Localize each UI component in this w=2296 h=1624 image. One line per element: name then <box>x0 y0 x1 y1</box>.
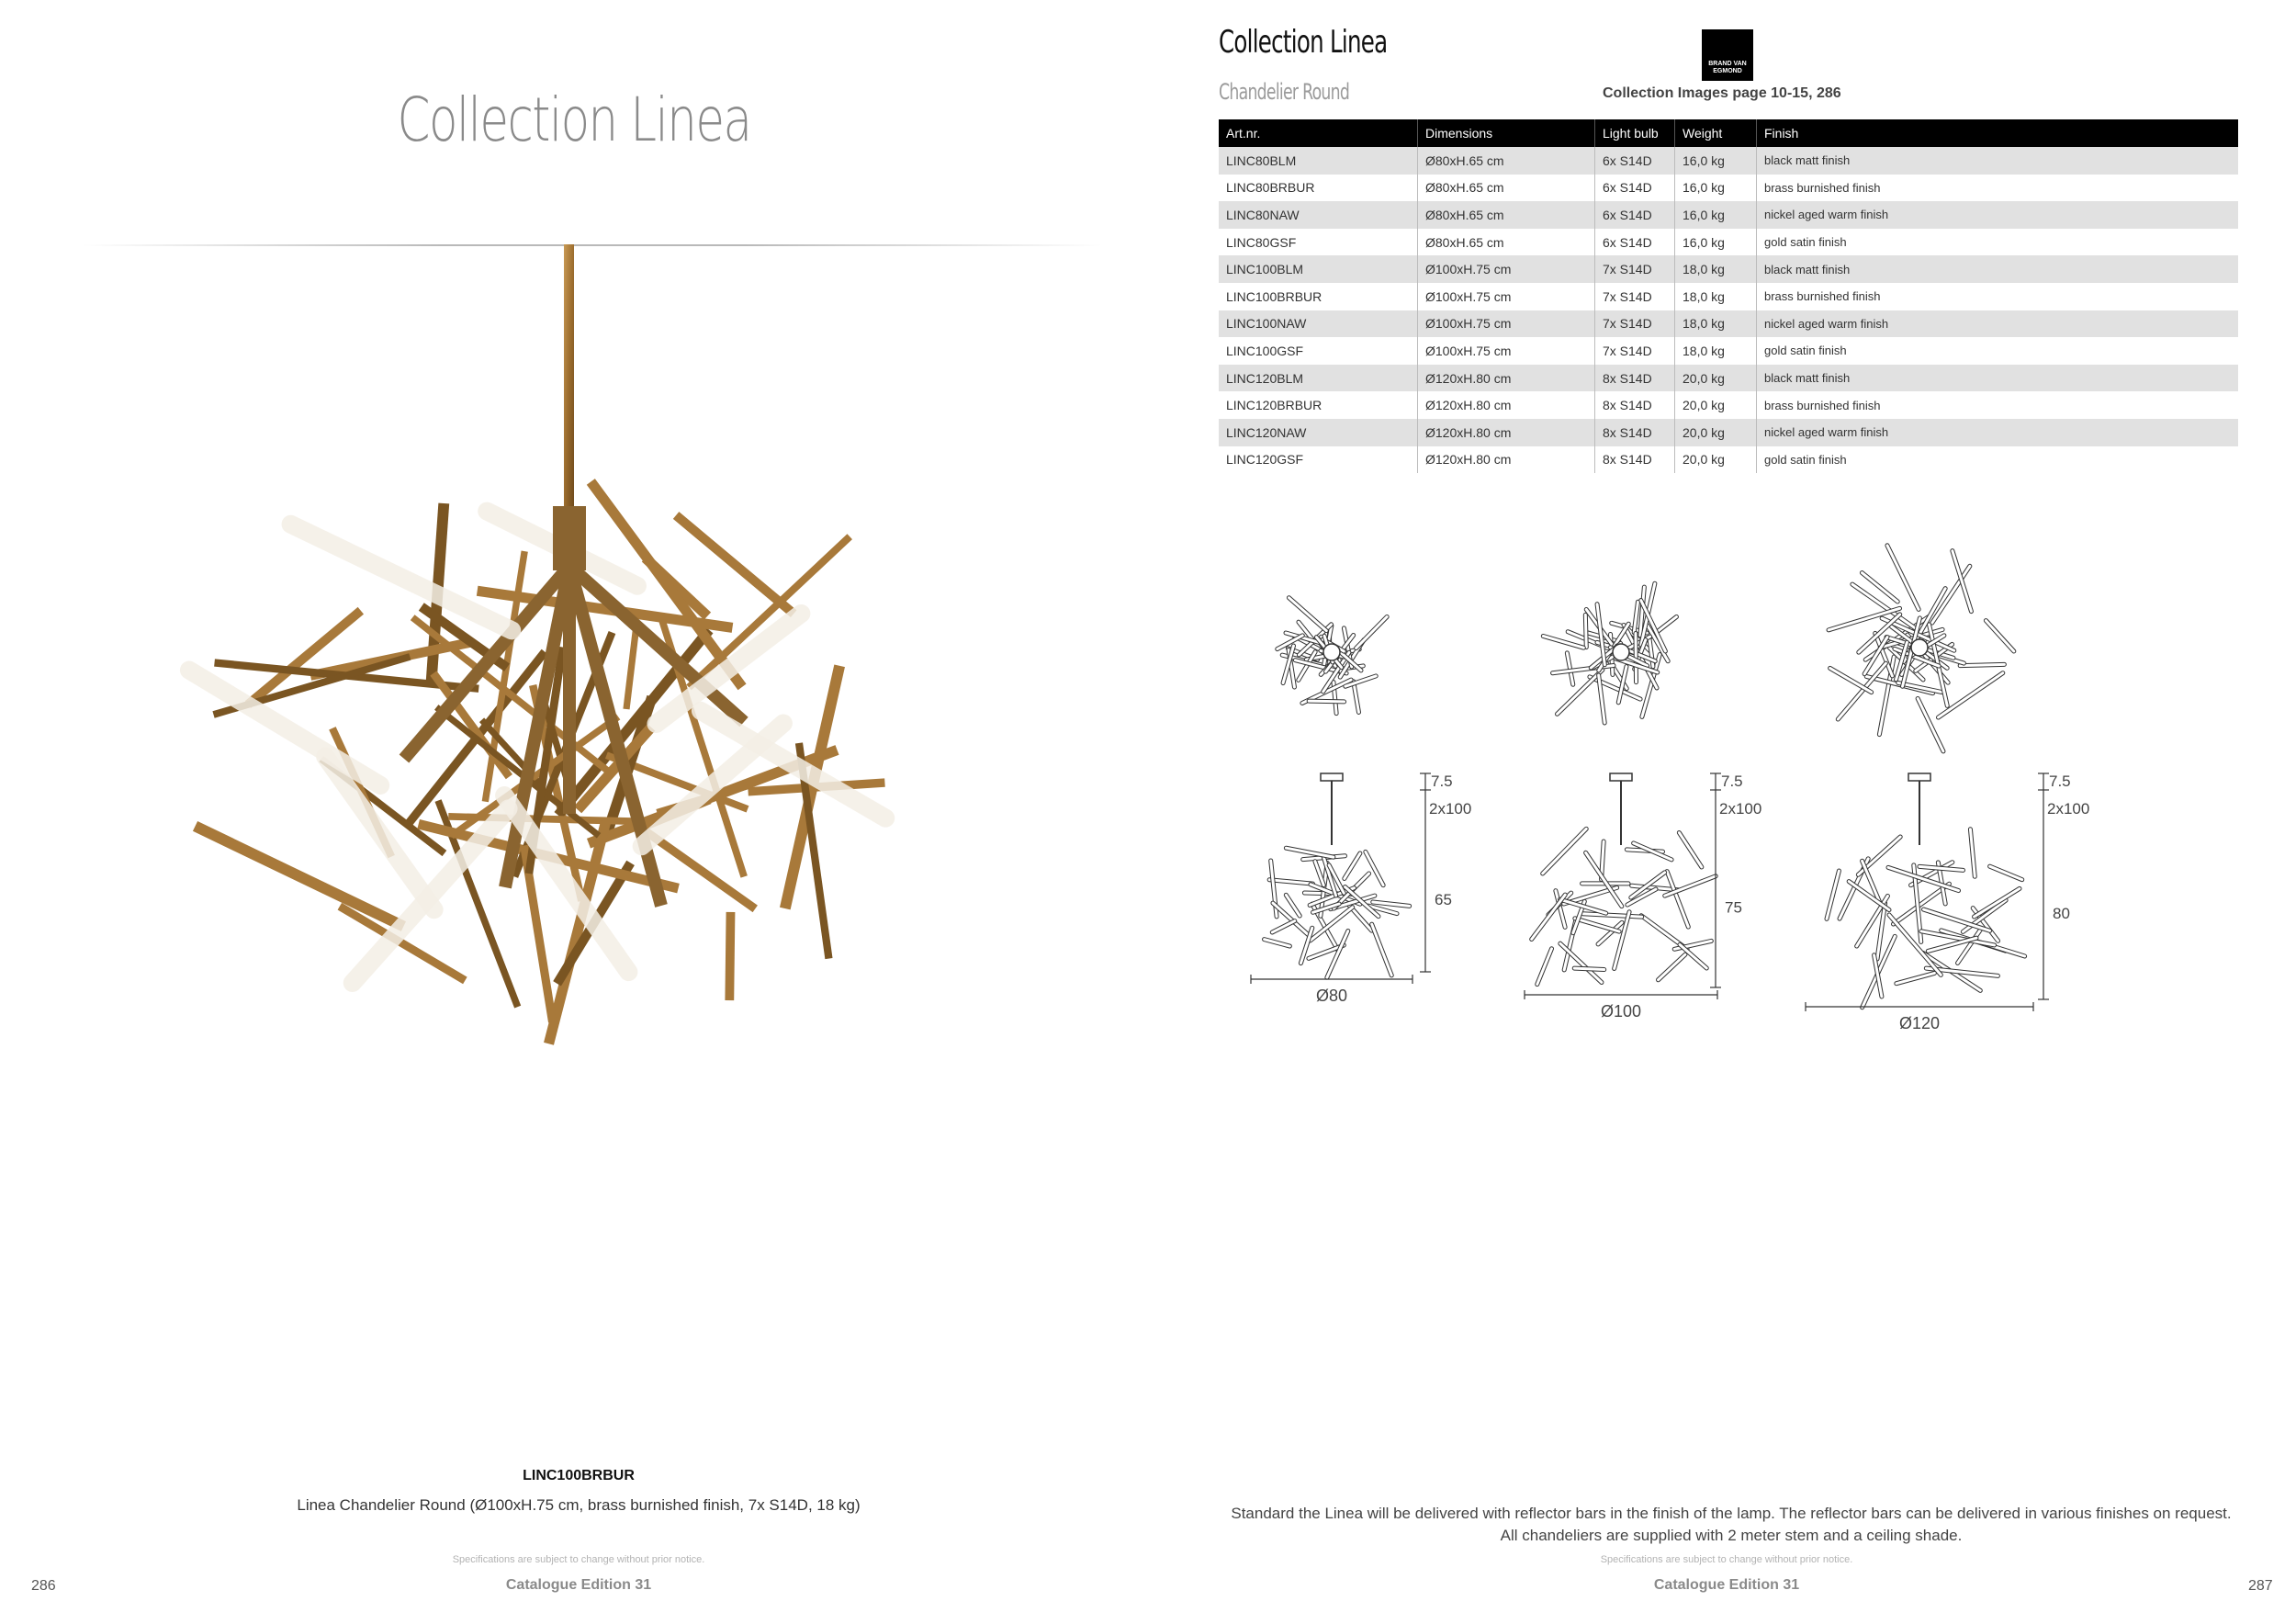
specifications-notice: Specifications are subject to change without prior notice. <box>452 1554 705 1565</box>
page-number: 286 <box>31 1578 56 1594</box>
drawing-bar <box>1575 919 1619 931</box>
drawing-bar <box>1286 848 1334 857</box>
size-drawing <box>1806 546 2089 1029</box>
table-cell: 16,0 kg <box>1675 175 1757 202</box>
table-cell: 6x S14D <box>1595 201 1675 229</box>
drawing-bar <box>1918 698 1943 750</box>
table-cell: gold satin finish <box>1757 446 2239 474</box>
table-cell: Ø80xH.65 cm <box>1418 229 1595 256</box>
caption-article-code: LINC100BRBUR <box>523 1468 635 1483</box>
delivery-note-line: All chandeliers are supplied with 2 meter stem and a ceiling shade. <box>1500 1527 1963 1544</box>
table-cell: black matt finish <box>1757 147 2239 175</box>
drawing-bar <box>1986 621 2013 651</box>
right-page-title: Collection Linea <box>1219 24 1388 61</box>
drawing-bar <box>1366 851 1383 885</box>
drawing-bar <box>1838 663 1885 719</box>
table-cell: 20,0 kg <box>1675 419 1757 446</box>
table-cell: brass burnished finish <box>1757 391 2239 419</box>
table-cell: 16,0 kg <box>1675 201 1757 229</box>
drawing-bar <box>1289 598 1327 631</box>
drawing-bar <box>1960 664 2004 665</box>
drawing-bar <box>1585 615 1586 647</box>
table-cell: 8x S14D <box>1595 419 1675 446</box>
table-cell: gold satin finish <box>1757 229 2239 256</box>
glass-tube <box>642 723 783 846</box>
table-cell: 8x S14D <box>1595 391 1675 419</box>
size-drawing <box>1251 598 1471 1005</box>
table-cell: 16,0 kg <box>1675 147 1757 175</box>
table-row <box>1219 365 2238 392</box>
specifications-notice: Specifications are subject to change without prior notice. <box>1600 1554 1853 1565</box>
table-row <box>1219 446 2238 474</box>
page-number: 287 <box>2248 1578 2273 1594</box>
table-cell: LINC100BRBUR <box>1226 288 1322 304</box>
table-cell: 16,0 kg <box>1675 229 1757 256</box>
column-header: Light bulb <box>1595 119 1675 147</box>
table-cell: Ø100xH.75 cm <box>1418 310 1595 338</box>
caption-description: Linea Chandelier Round (Ø100xH.75 cm, brass burnished finish, 7x S14D, 18 kg) <box>297 1496 861 1514</box>
table-cell: 18,0 kg <box>1675 337 1757 365</box>
table-cell: nickel aged warm finish <box>1757 419 2239 446</box>
dimension-label-top: 7.5 <box>1431 773 1453 790</box>
table-cell: LINC100BLM <box>1219 255 1418 283</box>
table-cell: 7x S14D <box>1595 337 1675 365</box>
table-row <box>1219 310 2238 338</box>
drawing-bar <box>1896 973 1935 983</box>
dimension-label-top: 7.5 <box>2049 773 2071 790</box>
table-row <box>1219 175 2238 202</box>
drawing-bar <box>1990 866 2022 879</box>
drawing-bar <box>1356 616 1388 648</box>
chandelier-photo <box>110 244 1029 1163</box>
drawing-canopy <box>1321 773 1343 781</box>
table-cell: 6x S14D <box>1595 147 1675 175</box>
table-row <box>1219 283 2238 310</box>
drawing-hub <box>1613 644 1629 660</box>
table-cell: brass burnished finish <box>1757 283 2239 310</box>
column-header: Weight <box>1675 119 1757 147</box>
table-row <box>1219 391 2238 419</box>
table-cell: LINC120BLM <box>1219 365 1418 392</box>
glass-tube <box>189 671 380 785</box>
drawing-bar <box>1372 924 1392 976</box>
column-header: Art.nr. <box>1219 119 1418 147</box>
table-cell: 18,0 kg <box>1675 283 1757 310</box>
table-cell: 7x S14D <box>1595 255 1675 283</box>
drawing-bar <box>1827 871 1839 919</box>
table-cell: 7x S14D <box>1595 283 1675 310</box>
table-cell: 6x S14D <box>1595 175 1675 202</box>
table-cell: 6x S14D <box>1595 229 1675 256</box>
table-cell: LINC100GSF <box>1226 343 1304 358</box>
dimension-label-stem: 2x100 <box>2047 800 2090 818</box>
table-cell: Ø120xH.80 cm <box>1418 391 1595 419</box>
table-cell: LINC120GSF <box>1226 452 1304 468</box>
table-row <box>1219 255 2238 283</box>
drawing-bar <box>1975 888 2020 917</box>
table-cell: gold satin finish <box>1757 337 2239 365</box>
table-cell: 20,0 kg <box>1675 365 1757 392</box>
table-cell: Ø80xH.65 cm <box>1418 147 1595 175</box>
drawing-bar <box>1272 921 1294 932</box>
table-cell: Ø80xH.65 cm <box>1418 201 1595 229</box>
table-cell: 18,0 kg <box>1675 310 1757 338</box>
table-cell: 20,0 kg <box>1675 446 1757 474</box>
table-cell: Ø120xH.80 cm <box>1418 365 1595 392</box>
table-cell: black matt finish <box>1757 365 2239 392</box>
table-header-row <box>1219 119 2238 147</box>
collection-images-reference: Collection Images page 10-15, 286 <box>1603 85 1841 101</box>
table-cell: 7x S14D <box>1595 310 1675 338</box>
technical-drawings <box>1212 514 2131 1029</box>
dimension-label-stem: 2x100 <box>1429 800 1472 818</box>
dimension-label-stem: 2x100 <box>1719 800 1762 818</box>
table-row <box>1219 201 2238 229</box>
table-cell: Ø100xH.75 cm <box>1418 255 1595 283</box>
chandelier-hub <box>553 506 586 570</box>
table-row <box>1219 419 2238 446</box>
drawing-hub <box>1911 639 1928 656</box>
table-cell: Ø100xH.75 cm <box>1418 337 1595 365</box>
table-row <box>1219 337 2238 365</box>
catalogue-edition: Catalogue Edition 31 <box>505 1577 652 1593</box>
drawing-bar <box>1889 915 1941 975</box>
drawing-bar <box>1543 829 1587 874</box>
drawing-bar <box>1919 866 1964 870</box>
drawing-bar <box>1659 954 1685 980</box>
brass-bar <box>196 826 404 926</box>
column-header: Dimensions <box>1418 119 1595 147</box>
dimension-label-diameter: Ø80 <box>1315 987 1348 1005</box>
table-cell: Ø120xH.80 cm <box>1418 419 1595 446</box>
drawing-bar <box>1309 701 1344 702</box>
drawing-bar <box>1537 949 1552 985</box>
column-header: Finish <box>1757 119 2239 147</box>
table-cell: nickel aged warm finish <box>1757 310 2239 338</box>
drawing-hub <box>1323 644 1340 660</box>
table-cell: Ø120xH.80 cm <box>1418 446 1595 474</box>
brand-logo-line: EGMOND <box>1713 68 1742 74</box>
delivery-note-line: Standard the Linea will be delivered with reflector bars in the finish of the lamp. The reflector bars can be delivered in various finishes on request. <box>1231 1505 2232 1522</box>
drawing-bar <box>1574 968 1604 969</box>
delivery-note <box>1221 1503 2241 1547</box>
table-cell: LINC120BRBUR <box>1226 398 1322 413</box>
glass-tube <box>291 524 512 631</box>
table-cell: 8x S14D <box>1595 446 1675 474</box>
table-cell: 20,0 kg <box>1675 391 1757 419</box>
dimension-label-top: 7.5 <box>1721 773 1743 790</box>
table-cell: LINC80BLM <box>1219 147 1418 175</box>
table-row <box>1219 229 2238 256</box>
brand-logo <box>1702 29 1753 81</box>
drawing-canopy <box>1908 773 1930 781</box>
drawing-bar <box>1315 862 1323 885</box>
dimension-label-height: 80 <box>2053 905 2070 922</box>
drawing-bar <box>1953 551 1972 612</box>
brand-logo-line: BRAND VAN <box>1708 61 1747 67</box>
table-cell: LINC80GSF <box>1226 234 1297 250</box>
table-row <box>1219 147 2238 175</box>
brass-bar <box>729 912 730 1000</box>
drawing-bar <box>1265 940 1290 946</box>
brass-bar <box>626 627 636 709</box>
chandelier-stem <box>564 244 574 511</box>
right-page-subtitle: Chandelier Round <box>1219 79 1350 105</box>
table-cell: Ø100xH.75 cm <box>1418 283 1595 310</box>
left-page-title: Collection Linea <box>397 85 751 155</box>
dimension-label-diameter: Ø120 <box>1898 1014 1941 1029</box>
table-cell: LINC120NAW <box>1219 419 1418 446</box>
table-cell: 18,0 kg <box>1675 255 1757 283</box>
table-cell: LINC100NAW <box>1219 310 1418 338</box>
size-drawing <box>1525 583 1761 1021</box>
table-cell: LINC80BRBUR <box>1226 180 1315 196</box>
drawing-bar <box>1558 670 1603 714</box>
drawing-bar <box>1667 872 1688 927</box>
drawing-bar <box>1286 895 1300 916</box>
catalogue-edition: Catalogue Edition 31 <box>1653 1577 1800 1593</box>
table-cell: LINC80NAW <box>1219 201 1418 229</box>
drawing-canopy <box>1610 773 1632 781</box>
specification-table <box>1219 119 2238 473</box>
dimension-label-height: 65 <box>1435 891 1452 908</box>
dimension-label-height: 75 <box>1725 898 1742 917</box>
drawing-bar <box>1849 882 1889 910</box>
table-cell: black matt finish <box>1757 255 2239 283</box>
table-cell: brass burnished finish <box>1757 175 2239 202</box>
drawing-bar <box>1679 833 1701 867</box>
table-cell: 8x S14D <box>1595 365 1675 392</box>
table-cell: nickel aged warm finish <box>1757 201 2239 229</box>
table-cell: Ø80xH.65 cm <box>1418 175 1595 202</box>
dimension-label-diameter: Ø100 <box>1600 1002 1642 1021</box>
brass-bar <box>689 536 850 687</box>
